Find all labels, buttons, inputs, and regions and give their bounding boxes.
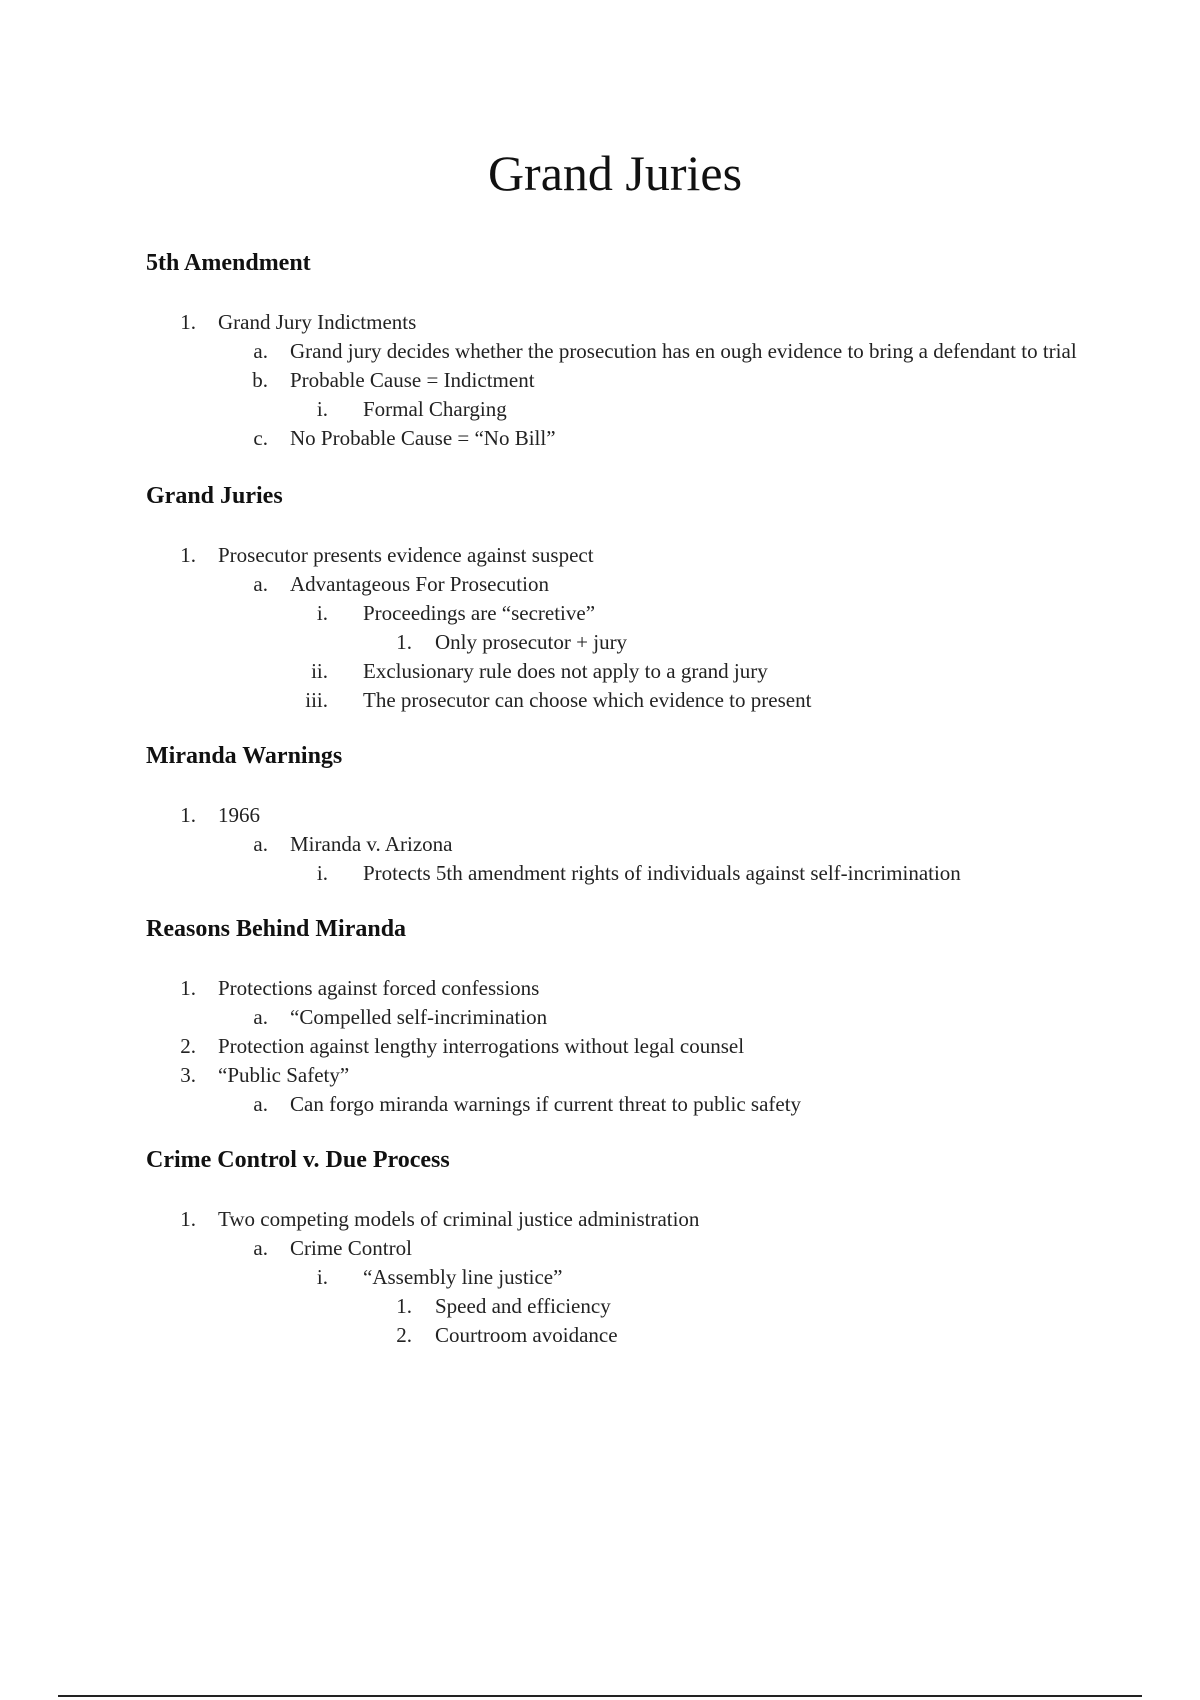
list-item bbox=[0, 1003, 1200, 1032]
outline-list bbox=[0, 541, 1200, 715]
bottom-rule bbox=[58, 1695, 1142, 1697]
list-item-text: Grand Jury Indictments bbox=[218, 310, 417, 334]
list-item-text: Crime Control bbox=[290, 1236, 412, 1260]
section bbox=[0, 481, 1200, 715]
list-item bbox=[0, 570, 1200, 599]
list-marker: 1. bbox=[180, 310, 196, 334]
list-item bbox=[0, 424, 1200, 453]
list-item bbox=[0, 1321, 1200, 1350]
list-item bbox=[0, 657, 1200, 686]
list-marker: 1. bbox=[396, 1294, 412, 1318]
section-heading: Crime Control v. Due Process bbox=[146, 1147, 450, 1173]
list-item bbox=[0, 1205, 1200, 1234]
list-item bbox=[0, 628, 1200, 657]
section bbox=[0, 914, 1200, 1119]
list-item bbox=[0, 686, 1200, 715]
section-heading: Reasons Behind Miranda bbox=[146, 916, 407, 942]
list-item-text: Probable Cause = Indictment bbox=[290, 368, 535, 392]
list-marker: 3. bbox=[180, 1063, 196, 1087]
outline-list bbox=[0, 974, 1200, 1119]
list-item-text: The prosecutor can choose which evidence to present bbox=[363, 688, 812, 712]
list-marker: 2. bbox=[396, 1323, 412, 1347]
list-item bbox=[0, 801, 1200, 830]
list-marker: 1. bbox=[180, 1207, 196, 1231]
outline-list bbox=[0, 308, 1200, 453]
section-heading: Miranda Warnings bbox=[146, 743, 343, 769]
list-marker: a. bbox=[253, 832, 268, 856]
list-marker: a. bbox=[253, 339, 268, 363]
list-item-text: No Probable Cause = “No Bill” bbox=[290, 426, 556, 450]
list-item bbox=[0, 1061, 1200, 1090]
list-marker: a. bbox=[253, 572, 268, 596]
list-item-text: Can forgo miranda warnings if current threat to public safety bbox=[290, 1092, 802, 1116]
list-item bbox=[0, 1032, 1200, 1061]
list-item-text: Formal Charging bbox=[363, 397, 507, 421]
list-item-text: Only prosecutor + jury bbox=[435, 630, 628, 654]
list-item-text: Advantageous For Prosecution bbox=[290, 572, 549, 596]
list-marker: a. bbox=[253, 1092, 268, 1116]
list-item-text: 1966 bbox=[218, 803, 260, 827]
outline-list bbox=[0, 801, 1200, 888]
list-item bbox=[0, 395, 1200, 424]
document-body bbox=[0, 248, 1200, 1350]
list-item-text: Protection against lengthy interrogations without legal counsel bbox=[218, 1034, 745, 1058]
list-marker: i. bbox=[316, 397, 328, 421]
list-item-text: Two competing models of criminal justice administration bbox=[218, 1207, 700, 1231]
page-title: Grand Juries bbox=[487, 145, 743, 201]
list-marker: 2. bbox=[180, 1034, 196, 1058]
outline-list bbox=[0, 1205, 1200, 1350]
list-item bbox=[0, 599, 1200, 628]
list-item bbox=[0, 541, 1200, 570]
list-item bbox=[0, 1263, 1200, 1292]
list-marker: i. bbox=[316, 1265, 328, 1289]
list-item-text: Grand jury decides whether the prosecution has en ough evidence to bring a defendant to trial bbox=[290, 339, 1077, 363]
list-item-text: Speed and efficiency bbox=[435, 1294, 611, 1318]
list-marker: i. bbox=[316, 861, 328, 885]
list-item-text: Protections against forced confessions bbox=[218, 976, 540, 1000]
section bbox=[0, 1145, 1200, 1350]
list-item bbox=[0, 830, 1200, 859]
list-marker: 1. bbox=[180, 543, 196, 567]
list-item bbox=[0, 1234, 1200, 1263]
list-marker: 1. bbox=[180, 976, 196, 1000]
list-item bbox=[0, 1090, 1200, 1119]
list-item-text: Exclusionary rule does not apply to a grand jury bbox=[363, 659, 768, 683]
list-item bbox=[0, 974, 1200, 1003]
list-item-text: Miranda v. Arizona bbox=[290, 832, 453, 856]
list-item bbox=[0, 366, 1200, 395]
list-item-text: Protects 5th amendment rights of individuals against self-incrimination bbox=[363, 861, 961, 885]
list-item bbox=[0, 859, 1200, 888]
list-item-text: “Compelled self-incrimination bbox=[290, 1005, 548, 1029]
list-marker: 1. bbox=[180, 803, 196, 827]
list-item-text: “Public Safety” bbox=[218, 1063, 350, 1087]
list-marker: b. bbox=[252, 368, 268, 392]
section-heading: 5th Amendment bbox=[146, 250, 311, 276]
list-marker: a. bbox=[253, 1005, 268, 1029]
list-item bbox=[0, 337, 1200, 366]
list-item-text: Prosecutor presents evidence against suspect bbox=[218, 543, 594, 567]
list-marker: a. bbox=[253, 1236, 268, 1260]
list-marker: 1. bbox=[396, 630, 412, 654]
list-item bbox=[0, 1292, 1200, 1321]
list-item-text: “Assembly line justice” bbox=[363, 1265, 563, 1289]
list-item-text: Proceedings are “secretive” bbox=[363, 601, 596, 625]
list-marker: iii. bbox=[305, 688, 328, 712]
list-item bbox=[0, 308, 1200, 337]
list-item-text: Courtroom avoidance bbox=[435, 1323, 618, 1347]
section-heading: Grand Juries bbox=[146, 483, 283, 509]
list-marker: i. bbox=[316, 601, 328, 625]
list-marker: ii. bbox=[311, 659, 328, 683]
section bbox=[0, 248, 1200, 453]
section bbox=[0, 741, 1200, 888]
list-marker: c. bbox=[253, 426, 268, 450]
